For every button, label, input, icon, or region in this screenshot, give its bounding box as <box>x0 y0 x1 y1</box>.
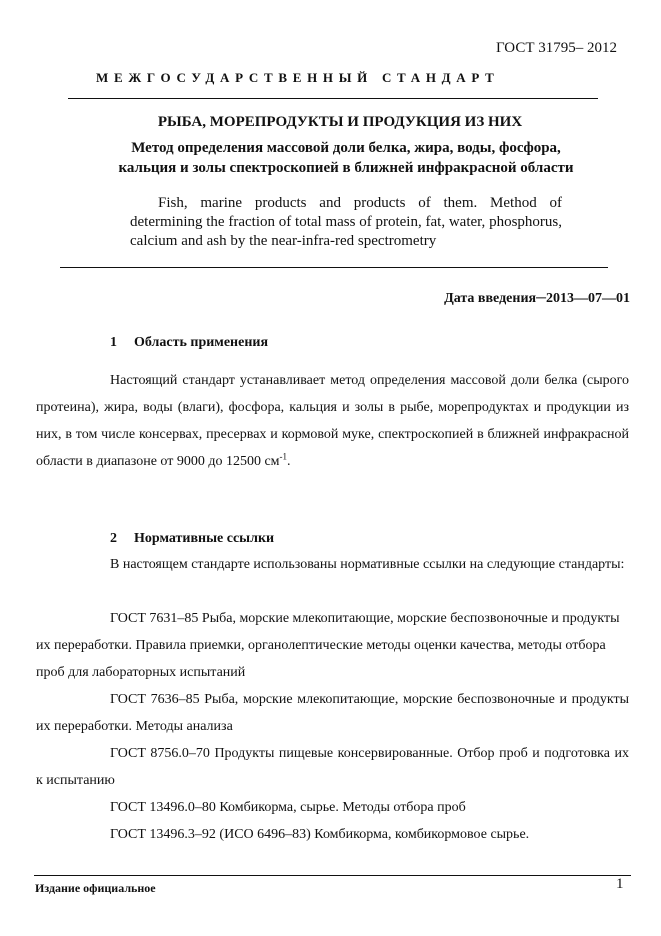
section-2-title: Нормативные ссылки <box>134 531 275 546</box>
section-1-heading <box>110 335 268 351</box>
interstate-standard-label: МЕЖГОСУДАРСТВЕННЫЙ СТАНДАРТ <box>96 70 500 85</box>
footer-divider <box>34 875 631 876</box>
section-1-title: Область применения <box>134 335 269 350</box>
section-2-number: 2 <box>110 531 117 546</box>
section-1-tail: . <box>287 454 291 469</box>
document-title: РЫБА, МОРЕПРОДУКТЫ И ПРОДУКЦИЯ ИЗ НИХ <box>157 114 523 130</box>
section-1-text: Настоящий стандарт устанавливает метод определения массовой доли белка (сырого протеина), жира, воды (влаги), фосфора, кальция и золы в рыбе, морепродуктах и продукции из них, в том числе консервах, пресервах и кормовой муке, спектроскопией в ближней инфракрасной области в диапазоне от 9000 до 12500 см <box>36 373 629 469</box>
subtitle-line-2: кальция и золы спектроскопией в ближней инфракрасной области <box>118 160 574 176</box>
section-1-paragraph <box>36 367 629 475</box>
reference-item: ГОСТ 7631–85 Рыба, морские млекопитающие, морские беспозвоночные и продукты их переработки. Правила приемки, органолептические методы оценки качества, методы отбора проб для лабораторных испытаний <box>36 611 620 680</box>
subtitle-line-1: Метод определения массовой доли белка, жира, воды, фосфора, <box>131 140 561 156</box>
section-2-heading <box>110 531 274 547</box>
page-number: 1 <box>616 876 624 892</box>
introduction-date: Дата введения─2013—07—01 <box>444 291 630 306</box>
english-title: Fish, marine products and products of them. Method of determining the fraction of total mass of protein, fat, water, phosphorus, calcium and ash by the near-infra-red spectrometry <box>130 195 562 249</box>
official-edition-label: Издание официальное <box>35 881 156 895</box>
header-divider <box>68 98 598 99</box>
title-divider <box>60 267 608 268</box>
document-subtitle <box>96 138 596 178</box>
standard-number: ГОСТ 31795– 2012 <box>496 40 617 56</box>
section-2-intro: В настоящем стандарте использованы нормативные ссылки на следующие стандарты: <box>110 557 625 572</box>
wavenumber-exponent: -1 <box>279 451 288 462</box>
reference-item: ГОСТ 7636–85 Рыба, морские млекопитающие, морские беспозвоночные и продукты их переработки. Методы анализа <box>36 692 629 734</box>
reference-item: ГОСТ 8756.0–70 Продукты пищевые консервированные. Отбор проб и подготовка их к испытанию <box>36 746 629 788</box>
reference-item: ГОСТ 13496.3–92 (ИСО 6496–83) Комбикорма, комбикормовое сырье. <box>110 827 530 842</box>
reference-item: ГОСТ 13496.0–80 Комбикорма, сырье. Методы отбора проб <box>110 800 466 815</box>
section-1-number: 1 <box>110 335 117 350</box>
